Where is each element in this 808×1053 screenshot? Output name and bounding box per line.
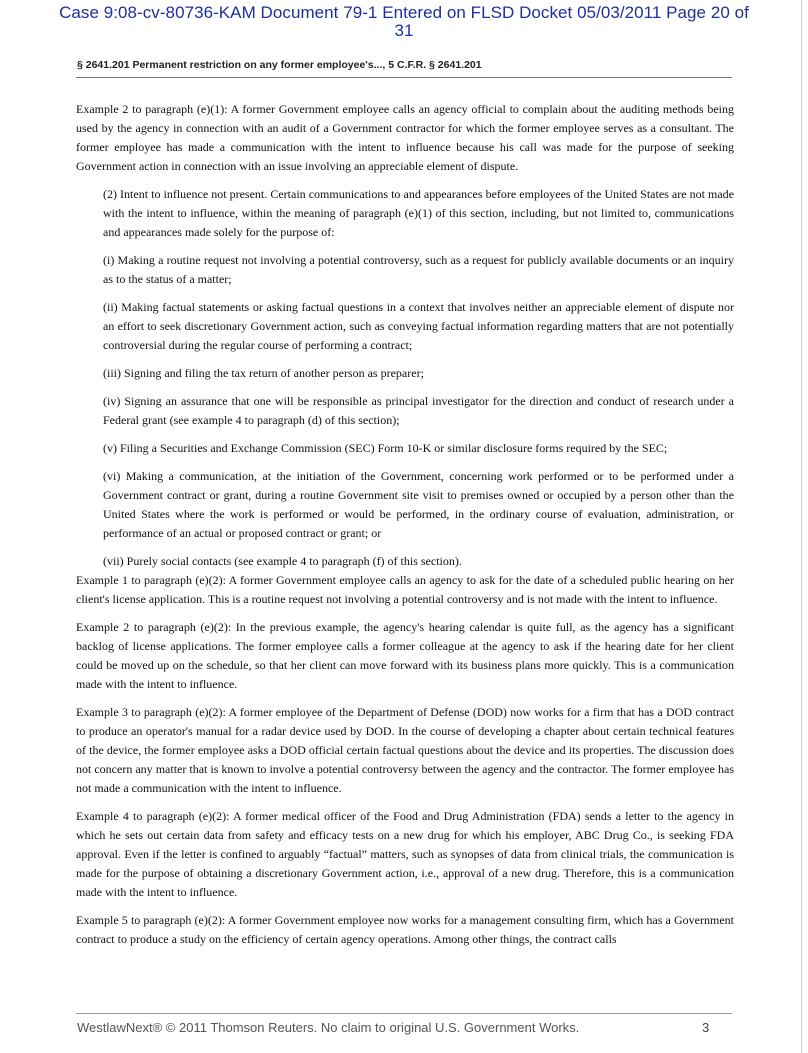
paragraph: Example 2 to paragraph (e)(2): In the previous example, the agency's hearing calendar is quite full, as the agency has a significant backlog of license applications. The former employee calls a former colleague at the agency to ask if the hearing date for her client could be moved up on the schedule, so that her client can move forward with its business plans more quickly. This is a communication made with the intent to influence. <box>76 620 734 691</box>
section-title: § 2641.201 Permanent restriction on any former employee's..., 5 C.F.R. § 2641.201 <box>77 59 482 71</box>
paragraph: (ii) Making factual statements or asking factual questions in a context that involves neither an appreciable element of dispute nor an effort to seek discretionary Government action, such as conveying factual information regarding matters that are not potentially controversial during the regular course of performing a contract; <box>103 300 734 352</box>
paragraph: (i) Making a routine request not involving a potential controversy, such as a request for publicly available documents or an inquiry as to the status of a matter; <box>103 253 734 286</box>
paragraph: Example 1 to paragraph (e)(2): A former Government employee calls an agency to ask for the date of a scheduled public hearing on her client's license application. This is a routine request not involving a potential controversy and is not made with the intent to influence. <box>76 573 734 606</box>
paragraph: Example 5 to paragraph (e)(2): A former Government employee now works for a management consulting firm, which has a Government contract to produce a study on the efficiency of certain agency operations. Among other things, the contract calls <box>76 913 734 946</box>
paragraph: (iv) Signing an assurance that one will be responsible as principal investigator for the direction and conduct of research under a Federal grant (see example 4 to paragraph (d) of this section); <box>103 394 734 427</box>
paragraph: Example 3 to paragraph (e)(2): A former employee of the Department of Defense (DOD) now works for a firm that has a DOD contract to produce an operator's manual for a radar device used by DOD. In the course of developing a chapter about certain technical features of the device, the former employee asks a DOD official certain factual questions about the device and its properties. The discussion does not concern any matter that is known to involve a potential controversy between the agency and the contractor. The former employee has not made a communication with the intent to influence. <box>76 705 734 795</box>
paragraph: (v) Filing a Securities and Exchange Commission (SEC) Form 10-K or similar disclosure forms required by the SEC; <box>103 441 668 455</box>
paragraph: Example 4 to paragraph (e)(2): A former medical officer of the Food and Drug Administration (FDA) sends a letter to the agency in which he sets out certain data from safety and efficacy tests on a new drug for which his employer, ABC Drug Co., is seeking FDA approval. Even if the letter is confined to arguably “factual” matters, such as synopses of data from clinical trials, the communication is made for the purpose of obtaining a discretionary Government action, i.e., approval of a new drug. Therefore, this is a communication made with the intent to influence. <box>76 809 734 899</box>
court-filing-stamp <box>0 4 808 40</box>
paragraph: (vi) Making a communication, at the initiation of the Government, concerning work performed or to be performed under a Government contract or grant, during a routine Government site visit to premises owned or occupied by a person other than the United States where the work is performed or would be performed, in the ordinary course of evaluation, administration, or performance of an actual or proposed contract or grant; or <box>103 469 734 540</box>
page-number: 3 <box>702 1020 710 1035</box>
footer-divider <box>76 1013 732 1014</box>
footer-copyright: WestlawNext® © 2011 Thomson Reuters. No claim to original U.S. Government Works. <box>77 1020 580 1035</box>
paragraph: (vii) Purely social contacts (see example 4 to paragraph (f) of this section). <box>103 554 462 568</box>
stamp-line-2: 31 <box>394 21 414 40</box>
paragraph: (2) Intent to influence not present. Certain communications to and appearances before employees of the United States are not made with the intent to influence, within the meaning of paragraph (e)(1) of this section, including, but not limited to, communications and appearances made solely for the purpose of: <box>103 187 734 239</box>
title-divider <box>76 77 732 78</box>
scan-edge-line <box>801 0 802 1053</box>
paragraph: Example 2 to paragraph (e)(1): A former Government employee calls an agency official to complain about the auditing methods being used by the agency in connection with an audit of a Government contractor for which the former employee serves as a consultant. The former employee has made a communication with the intent to influence because his call was made for the purpose of seeking Government action in connection with an issue involving an appreciable element of dispute. <box>76 102 734 173</box>
stamp-line-1: Case 9:08-cv-80736-KAM Document 79-1 Entered on FLSD Docket 05/03/2011 Page 20 of <box>59 3 749 22</box>
paragraph: (iii) Signing and filing the tax return of another person as preparer; <box>103 366 424 380</box>
document-body <box>76 100 734 958</box>
